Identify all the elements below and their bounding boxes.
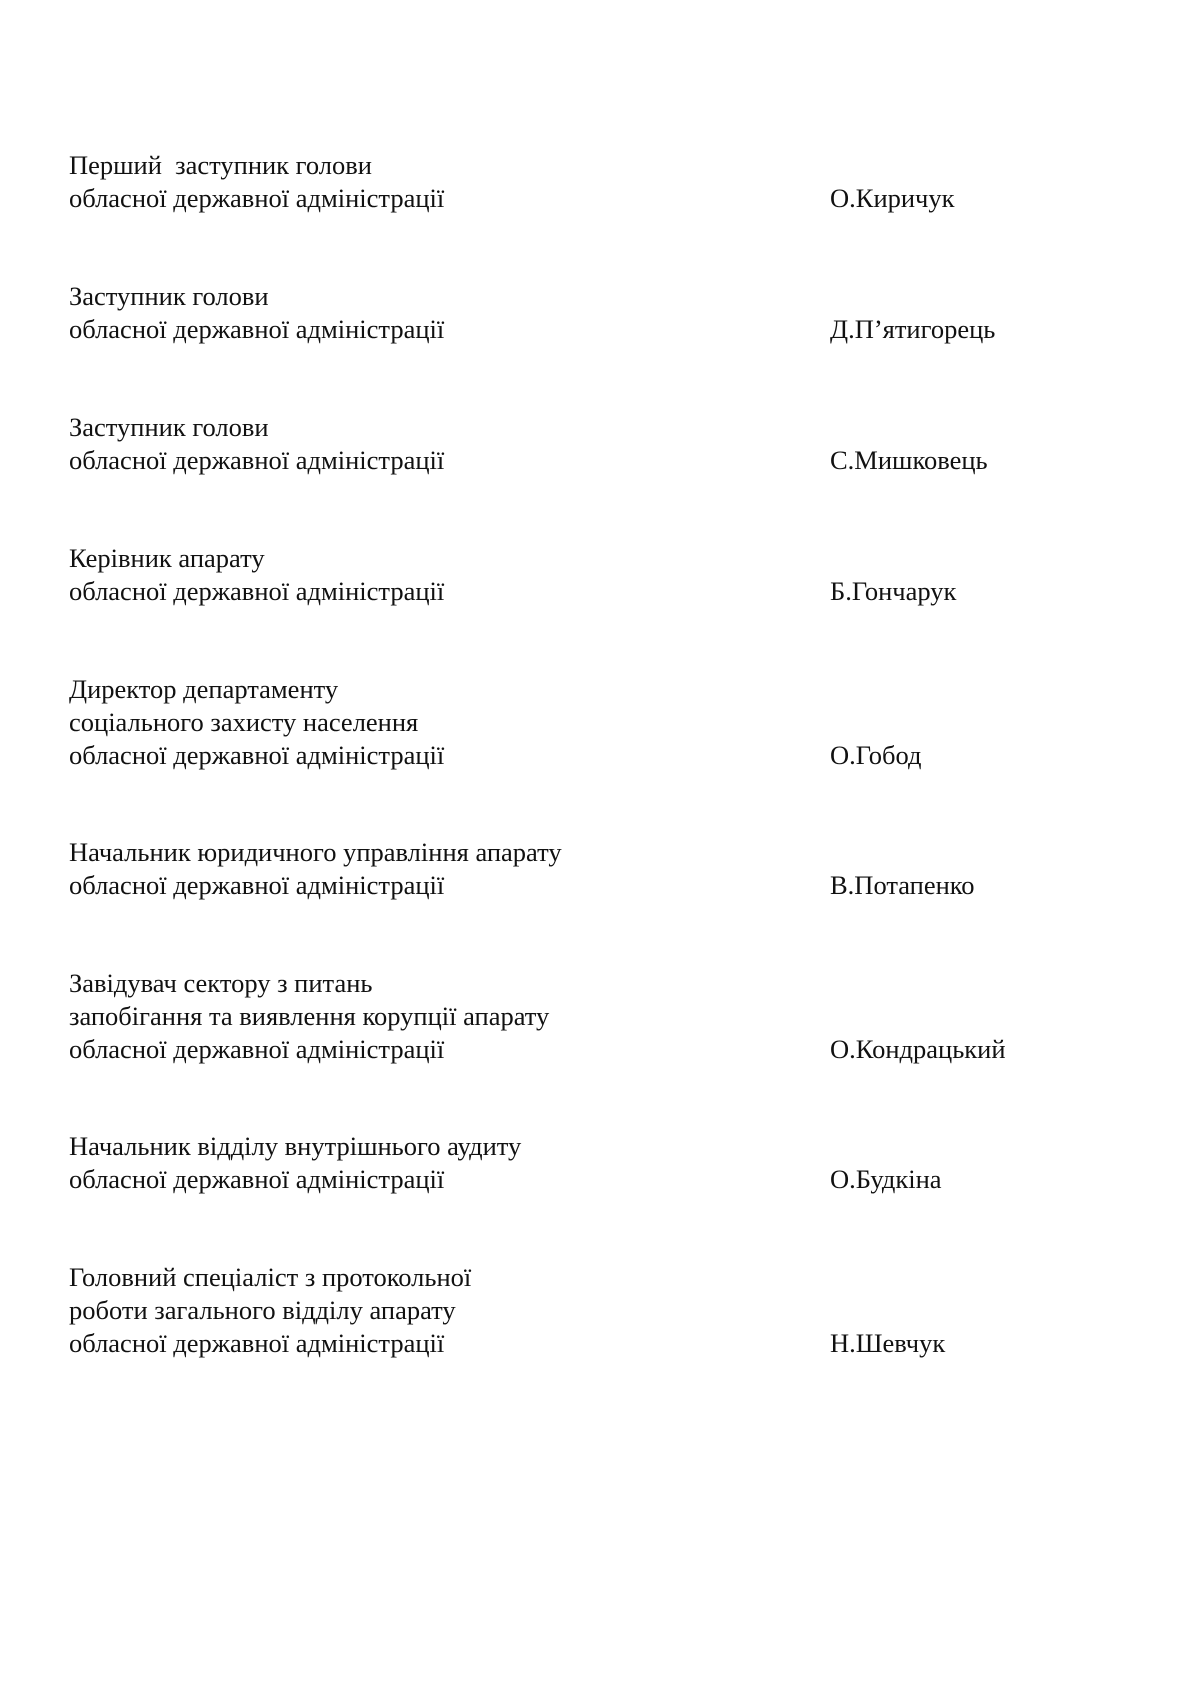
position-line: обласної державної адміністрації bbox=[69, 1034, 445, 1064]
position-line: Заступник голови bbox=[69, 281, 269, 311]
position-line: соціального захисту населення bbox=[69, 707, 419, 737]
position-line: роботи загального відділу апарату bbox=[69, 1295, 456, 1325]
position-title bbox=[69, 836, 709, 902]
position-title bbox=[69, 542, 709, 608]
position-title bbox=[69, 1130, 709, 1196]
position-line: Керівник апарату bbox=[69, 543, 265, 573]
position-line: Начальник відділу внутрішнього аудиту bbox=[69, 1131, 522, 1161]
position-line: Директор департаменту bbox=[69, 674, 339, 704]
position-line: обласної державної адміністрації bbox=[69, 314, 445, 344]
position-title bbox=[69, 280, 709, 346]
position-line: обласної державної адміністрації bbox=[69, 183, 445, 213]
position-title bbox=[69, 967, 709, 1066]
signatory-name: О.Гобод bbox=[830, 740, 922, 770]
signatory-name: О.Киричук bbox=[830, 183, 955, 213]
signatory-name: С.Мишковець bbox=[830, 445, 988, 475]
signatory-name: Д.П’ятигорець bbox=[830, 314, 996, 344]
position-title bbox=[69, 411, 709, 477]
position-line: обласної державної адміністрації bbox=[69, 1328, 445, 1358]
position-title bbox=[69, 149, 709, 215]
signatory-name: Н.Шевчук bbox=[830, 1328, 946, 1358]
position-line: Перший заступник голови bbox=[69, 150, 372, 180]
position-line: Заступник голови bbox=[69, 412, 269, 442]
position-line: запобігання та виявлення корупції апарату bbox=[69, 1001, 550, 1031]
signatory-name: В.Потапенко bbox=[830, 870, 975, 900]
position-title bbox=[69, 673, 709, 772]
signatory-name: О.Кондрацький bbox=[830, 1034, 1006, 1064]
position-line: обласної державної адміністрації bbox=[69, 576, 445, 606]
position-line: Завідувач сектору з питань bbox=[69, 968, 373, 998]
position-line: Начальник юридичного управління апарату bbox=[69, 837, 562, 867]
position-title bbox=[69, 1261, 709, 1360]
position-line: обласної державної адміністрації bbox=[69, 870, 445, 900]
signatory-name: Б.Гончарук bbox=[830, 576, 957, 606]
position-line: обласної державної адміністрації bbox=[69, 445, 445, 475]
signatory-name: О.Будкіна bbox=[830, 1164, 942, 1194]
position-line: Головний спеціаліст з протокольної bbox=[69, 1262, 472, 1292]
position-line: обласної державної адміністрації bbox=[69, 1164, 445, 1194]
position-line: обласної державної адміністрації bbox=[69, 740, 445, 770]
